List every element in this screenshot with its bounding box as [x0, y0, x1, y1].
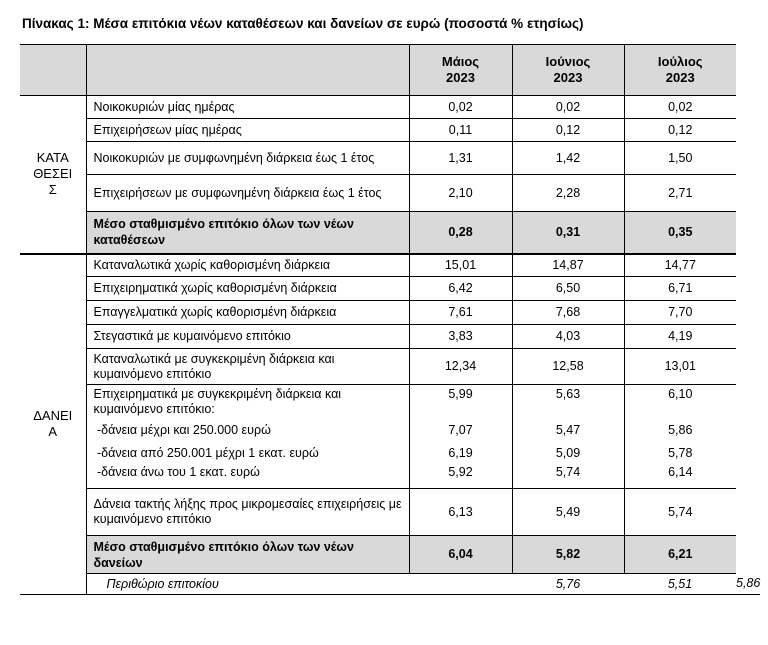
table-row [20, 349, 760, 385]
table-row [20, 175, 760, 212]
value-cell: 6,50 [512, 277, 624, 301]
table-row [20, 385, 760, 419]
loans-summary-row [20, 536, 760, 574]
row-label: Περιθώριο επιτοκίου [86, 574, 512, 595]
loans-side-label: ΔΑΝΕΙ Α [20, 254, 86, 595]
value-cell: 6,19 [409, 442, 512, 465]
row-label: Επιχειρηματικά χωρίς καθορισμένη διάρκεια [86, 277, 409, 301]
row-label: Επαγγελματικά χωρίς καθορισμένη διάρκεια [86, 301, 409, 325]
deposits-side-label: ΚΑΤΑ ΘΕΣΕΙ Σ [20, 96, 86, 254]
value-cell: 7,68 [512, 301, 624, 325]
header-label-cell [86, 45, 409, 96]
header-month-july: Ιούλιος 2023 [624, 45, 736, 96]
deposits-summary-row [20, 212, 760, 254]
value-cell: 6,04 [409, 536, 512, 574]
table-row [20, 254, 760, 277]
value-cell: 5,09 [512, 442, 624, 465]
value-cell: 12,58 [512, 349, 624, 385]
value-cell: 0,35 [624, 212, 736, 254]
table-row [20, 301, 760, 325]
table-row [20, 465, 760, 489]
value-cell: 5,76 [512, 574, 624, 595]
value-cell: 4,03 [512, 325, 624, 349]
value-cell: 7,07 [409, 419, 512, 442]
value-cell: 5,51 [624, 574, 736, 595]
value-cell: 0,02 [409, 96, 512, 119]
table-row [20, 277, 760, 301]
value-cell: 4,19 [624, 325, 736, 349]
value-cell: 1,31 [409, 142, 512, 175]
value-cell: 14,77 [624, 254, 736, 277]
value-cell: 7,61 [409, 301, 512, 325]
value-cell: 12,34 [409, 349, 512, 385]
value-cell: 5,86 [668, 422, 693, 437]
table-row [20, 325, 760, 349]
row-label: Μέσο σταθμισμένο επιτόκιο όλων των νέων δανείων [86, 536, 409, 574]
row-label: Δάνεια τακτής λήξης προς μικρομεσαίες επιχειρήσεις με κυμαινόμενο επιτόκιο [86, 489, 409, 536]
row-label: Επιχειρήσεων με συμφωνημένη διάρκεια έως 1 έτος [86, 175, 409, 212]
value-cell: 5,74 [624, 489, 736, 536]
header-month-june: Ιούνιος 2023 [512, 45, 624, 96]
row-label: Μέσο σταθμισμένο επιτόκιο όλων των νέων καταθέσεων [86, 212, 409, 254]
value-cell: 5,99 [409, 385, 512, 419]
value-cell: 7,70 [624, 301, 736, 325]
value-cell: 0,12 [624, 119, 736, 142]
value-cell: 2,28 [512, 175, 624, 212]
value-cell: 0,12 [512, 119, 624, 142]
row-label: Επιχειρηματικά με συγκεκριμένη διάρκεια και κυμαινόμενο επιτόκιο: [86, 385, 409, 419]
row-label: Νοικοκυριών με συμφωνημένη διάρκεια έως 1 έτος [86, 142, 409, 175]
value-cell: 5,78 [668, 445, 693, 460]
table-title: Πίνακας 1: Μέσα επιτόκια νέων καταθέσεων και δανείων σε ευρώ (ποσοστά % ετησίως) [22, 16, 584, 31]
row-label: -δάνεια μέχρι και 250.000 ευρώ [86, 419, 409, 442]
value-cell: 0,02 [624, 96, 736, 119]
value-cell: 6,42 [409, 277, 512, 301]
value-cell: 5,74 [512, 465, 624, 489]
value-cell: 3,83 [409, 325, 512, 349]
margin-row [20, 574, 760, 595]
value-cell: 5,47 [512, 419, 624, 442]
value-cell: 6,21 [624, 536, 736, 574]
row-label: Επιχειρήσεων μίας ημέρας [86, 119, 409, 142]
value-cell: 1,42 [512, 142, 624, 175]
value-cell: 6,71 [624, 277, 736, 301]
value-cell: 5,49 [512, 489, 624, 536]
table-row [20, 442, 760, 465]
table-row [20, 142, 760, 175]
value-cell: 5,82 [512, 536, 624, 574]
row-label: Καταναλωτικά χωρίς καθορισμένη διάρκεια [86, 254, 409, 277]
value-cell: 2,71 [624, 175, 736, 212]
value-cell: 6,10 [668, 387, 693, 401]
interest-rates-table [20, 44, 760, 595]
value-cell: 2,10 [409, 175, 512, 212]
table-row [20, 489, 760, 536]
row-label: -δάνεια άνω του 1 εκατ. ευρώ [86, 465, 409, 489]
table-row [20, 96, 760, 119]
value-cell: 5,86 [736, 574, 760, 595]
table-row [20, 119, 760, 142]
row-label: -δάνεια από 250.001 μέχρι 1 εκατ. ευρώ [86, 442, 409, 465]
header-corner [20, 45, 86, 96]
value-cell: 0,02 [512, 96, 624, 119]
value-cell: 5,63 [512, 385, 624, 419]
value-cell: 0,28 [409, 212, 512, 254]
row-label: Στεγαστικά με κυμαινόμενο επιτόκιο [86, 325, 409, 349]
value-cell: 14,87 [512, 254, 624, 277]
value-cell: 5,92 [409, 465, 512, 489]
value-cell: 0,31 [512, 212, 624, 254]
header-row [20, 45, 760, 96]
value-cell: 13,01 [624, 349, 736, 385]
row-label: Καταναλωτικά με συγκεκριμένη διάρκεια και κυμαινόμενο επιτόκιο [86, 349, 409, 385]
row-label: Νοικοκυριών μίας ημέρας [86, 96, 409, 119]
table-row [20, 419, 760, 442]
value-cell: 0,11 [409, 119, 512, 142]
value-cell: 1,50 [624, 142, 736, 175]
value-cell: 15,01 [409, 254, 512, 277]
header-month-may: Μάιος 2023 [409, 45, 512, 96]
value-cell: 6,14 [624, 465, 736, 489]
value-cell: 6,13 [409, 489, 512, 536]
